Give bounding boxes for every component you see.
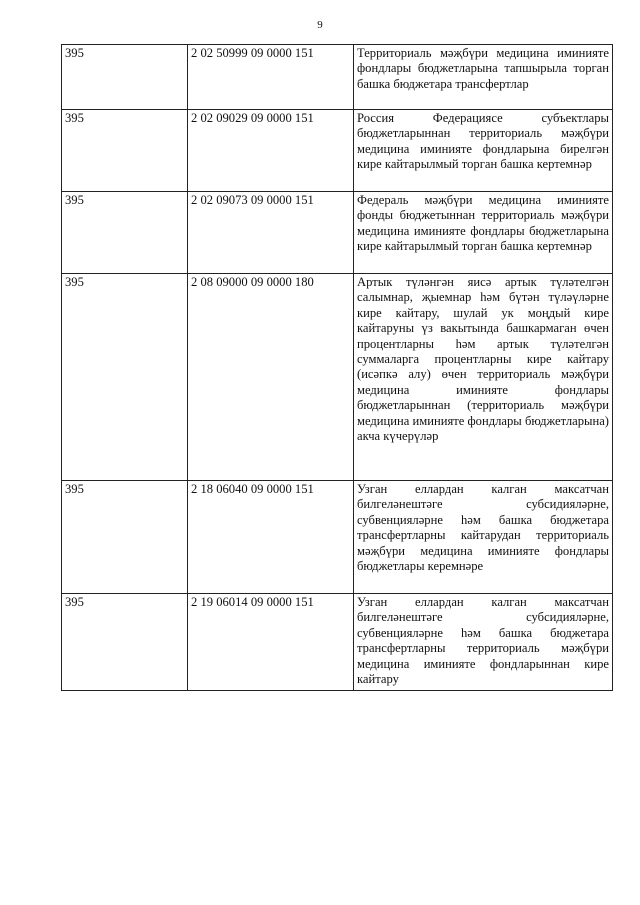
description-cell: Узган еллардан калган максатчан билгеләнештәге субсидияләрне, субвенцияләрне һәм башка бюджетара трансфертларны территориаль мәҗбүри медицина иминияте фондларыннан кире кайтару — [354, 594, 613, 691]
table-row — [62, 192, 613, 274]
table-row — [62, 594, 613, 691]
budget-code-cell: 2 02 09073 09 0000 151 — [188, 192, 354, 274]
budget-code-cell: 2 08 09000 09 0000 180 — [188, 274, 354, 481]
budget-code-cell: 2 19 06014 09 0000 151 — [188, 594, 354, 691]
admin-code-cell: 395 — [62, 481, 188, 594]
admin-code-cell: 395 — [62, 45, 188, 110]
budget-classification-table — [61, 44, 613, 691]
budget-code-cell: 2 02 50999 09 0000 151 — [188, 45, 354, 110]
description-cell: Россия Федерациясе субъектлары бюджетларыннан территориаль мәҗбүри медицина иминияте фондларына бирелгән кире кайтарылмый торган башка кертемнәр — [354, 110, 613, 192]
description-cell: Артык түләнгән яисә артык түләтелгән салымнар, җыемнар һәм бүтән түләүләрне кире кайтару, шулай ук моңдый кире кайтаруны үз вакытында башкармаган өчен процентларны һәм артык түләтелгән суммаларга процентларны кире кайтару (исәпкә алу) өчен территориаль мәҗбүри медицина иминияте фондлары бюджетларыннан (территориаль мәҗбүри медицина иминияте фондлары бюджетларына) акча күчерүләр — [354, 274, 613, 481]
admin-code-cell: 395 — [62, 274, 188, 481]
admin-code-cell: 395 — [62, 110, 188, 192]
description-cell: Территориаль мәҗбүри медицина иминияте фондлары бюджетларына тапшырыла торган башка бюджетара трансфертлар — [354, 45, 613, 110]
table-row — [62, 481, 613, 594]
budget-code-cell: 2 18 06040 09 0000 151 — [188, 481, 354, 594]
description-cell: Федераль мәҗбүри медицина иминияте фонды бюджетыннан территориаль мәҗбүри медицина иминияте фондлары бюджетларына кире кайтарылмый торган башка кертемнәр — [354, 192, 613, 274]
description-cell: Узган еллардан калган максатчан билгеләнештәге субсидияләрне, субвенцияләрне һәм башка бюджетара трансфертларны кайтарудан территориаль мәҗбүри медицина иминияте фондлары бюджетлары керемнәре — [354, 481, 613, 594]
budget-code-cell: 2 02 09029 09 0000 151 — [188, 110, 354, 192]
table-row — [62, 110, 613, 192]
table-row — [62, 274, 613, 481]
table-row — [62, 45, 613, 110]
admin-code-cell: 395 — [62, 192, 188, 274]
admin-code-cell: 395 — [62, 594, 188, 691]
page-number: 9 — [317, 19, 323, 31]
